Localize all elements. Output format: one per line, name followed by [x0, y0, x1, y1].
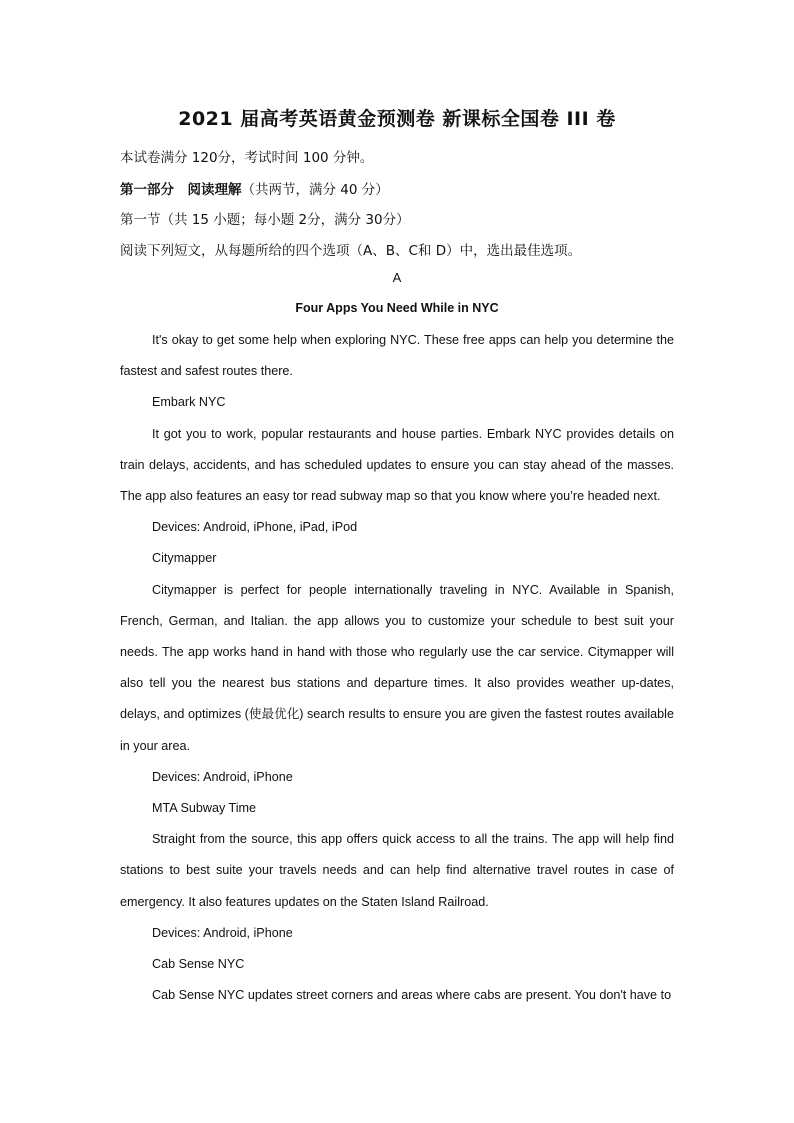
exam-info: 本试卷满分 120分，考试时间 100 分钟。	[120, 150, 374, 166]
paragraph: It's okay to get some help when exploring NYC. These free apps can help you determine the fastest and safest routes there.	[120, 333, 674, 379]
paragraph: Cab Sense NYC updates street corners and areas where cabs are present. You don't have to	[152, 988, 672, 1003]
instruction-text: 阅读下列短文，从每题所给的四个选项（A、B、C和 D）中，选出最佳选项。	[120, 243, 582, 259]
devices-line: Devices: Android, iPhone	[152, 925, 293, 940]
part-heading-rest: （共两节，满分 40 分）	[241, 182, 389, 198]
paragraph: It got you to work, popular restaurants and house parties. Embark NYC provides details on train delays, accidents, and has scheduled updates to ensure you can stay ahead of the masses. The app also features an easy tor read subway map so that you know where you’re headed next.	[120, 426, 674, 504]
paragraph: Citymapper is perfect for people internationally traveling in NYC. Available in Spanish, French, German, and Italian. the app allows you to customize your schedule to best suit your needs. The app works hand in hand with those who regularly use the car service. Citymapper will also tell you the nearest bus stations and departure times. It also provides weather up-dates, delays, and optimizes (使最优化) search results to ensure you are given the fastest routes available in your area.	[120, 582, 674, 753]
devices-line: Devices: Android, iPhone, iPad, iPod	[152, 520, 358, 535]
app-heading-cabsense: Cab Sense NYC	[152, 957, 245, 972]
app-heading-mta: MTA Subway Time	[152, 801, 257, 816]
paragraph: Straight from the source, this app offers quick access to all the trains. The app will help find stations to best suite your travels needs and can help find alternative travel routes in case of emergency. It also features updates on the Staten Island Railroad.	[120, 832, 674, 909]
passage-body	[120, 325, 674, 1011]
passage-letter: A	[392, 270, 402, 285]
passage-title: Four Apps You Need While in NYC	[295, 301, 499, 315]
app-heading-embark: Embark NYC	[152, 395, 226, 410]
section-heading: 第一节（共 15 小题；每小题 2分，满分 30分）	[120, 212, 410, 228]
app-heading-citymapper: Citymapper	[152, 551, 217, 566]
devices-line: Devices: Android, iPhone	[152, 769, 293, 784]
part-heading-bold: 第一部分 阅读理解	[120, 182, 242, 198]
part-heading	[120, 178, 389, 198]
page-title: 2021 届高考英语黄金预测卷 新课标全国卷 III 卷	[178, 108, 616, 130]
